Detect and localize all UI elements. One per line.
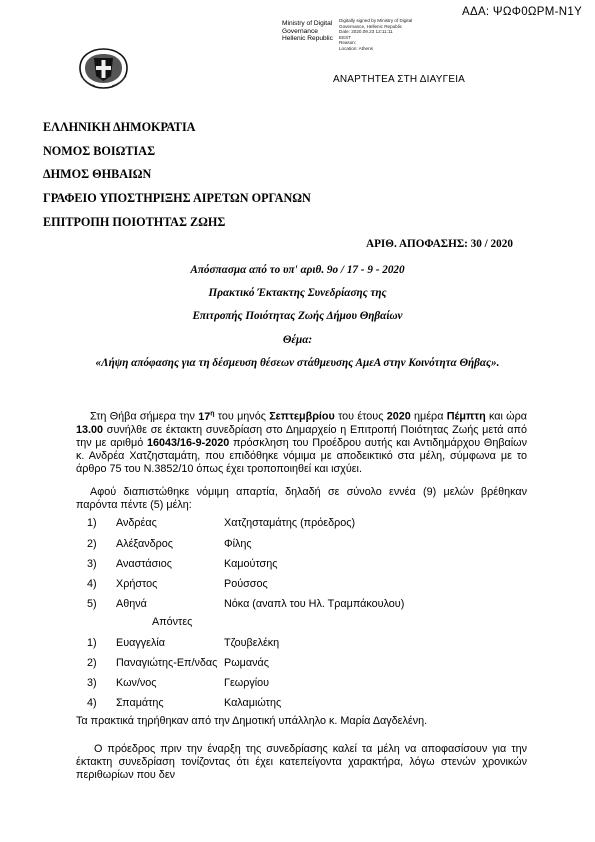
list-item [0, 697, 595, 710]
list-item [0, 657, 595, 670]
member-first-name: Ευαγγελία [116, 637, 165, 649]
absent-title: Απόντες [152, 616, 193, 628]
member-number: 1) [87, 637, 97, 649]
paragraph-chair-urgency: Ο πρόεδρος πριν την έναρξη της συνεδρίασης καλεί τα μέλη να αποφασίσουν για την έκτακτη συνεδρίαση τονίζοντας ότι έχει κατεπείγοντα χαρακτήρα, λόγω στενών χρονικών περιθωρίων που δεν [76, 743, 527, 781]
digital-signature-meta-line: EEST [339, 34, 351, 40]
member-last-name: Νόκα (αναπλ του Ηλ. Τραμπάκουλου) [224, 598, 405, 610]
digital-signature-meta-line: Reason: [339, 40, 357, 45]
member-first-name: Αναστάσιος [116, 558, 172, 570]
ada-code: ΑΔΑ: ΨΩΦ0ΩΡΜ-Ν1Υ [462, 6, 583, 18]
subject-label: Θέμα: [282, 334, 313, 346]
member-last-name: Ρούσσος [224, 578, 268, 590]
digital-signature-line: Governance [282, 27, 318, 35]
digital-signature-meta [339, 18, 412, 51]
digital-signature-meta-line: Date: 2020.09.23 12:11:11 [339, 29, 393, 34]
header-municipality: ΔΗΜΟΣ ΘΗΒΑΙΩΝ [43, 167, 152, 181]
member-last-name: Χατζησταμάτης (πρόεδρος) [224, 517, 356, 529]
digital-signature-line: Hellenic Republic [282, 35, 333, 43]
paragraph-quorum: Αφού διαπιστώθηκε νόμιμη απαρτία, δηλαδή σε σύνολο εννέα (9) μελών βρέθηκαν παρόντα πέντε (5) μέλη: [76, 486, 527, 511]
posting-note: ΑΝΑΡΤΗΤΕΑ ΣΤΗ ΔΙΑΥΓΕΙΑ [333, 74, 466, 85]
header-office: ΓΡΑΦΕΙΟ ΥΠΟΣΤΗΡΙΞΗΣ ΑΙΡΕΤΩΝ ΟΡΓΑΝΩΝ [43, 191, 311, 205]
list-item [0, 677, 595, 690]
list-item [0, 538, 595, 551]
minutes-keeper-note: Τα πρακτικά τηρήθηκαν από την Δημοτική υπάλληλο κ. Μαρία Δαγδελένη. [76, 715, 428, 727]
member-first-name: Χρήστος [116, 578, 158, 590]
digital-signature-meta-line: Digitally signed by Ministry of Digital [339, 18, 413, 23]
subject-text: «Λήψη απόφασης για τη δέσμευση θέσεων στάθμευσης ΑμεΑ στην Κοινότητα Θήβας». [95, 357, 500, 369]
member-number: 3) [87, 677, 97, 689]
digital-signature-meta-line: Location: Athens [339, 45, 373, 51]
list-item [0, 558, 595, 571]
member-last-name: Καλαμιώτης [224, 697, 282, 709]
digital-signature-line: Ministry of Digital [282, 20, 333, 27]
member-last-name: Γεωργίου [224, 677, 270, 689]
header-prefecture: ΝΟΜΟΣ ΒΟΙΩΤΙΑΣ [43, 144, 156, 158]
excerpt-title: Απόσπασμα από το υπ' αριθ. 9ο / 17 - 9 - 2020 [190, 264, 405, 276]
list-item [0, 637, 595, 650]
header-committee: ΕΠΙΤΡΟΠΗ ΠΟΙΟΤΗΤΑΣ ΖΩΗΣ [43, 215, 226, 229]
list-item [0, 578, 595, 591]
hellenic-republic-emblem-icon [77, 46, 130, 91]
paragraph-session-intro: Στη Θήβα σήμερα την $17^\eta$ του μηνός Σεπτεμβρίου του έτους 2020 ημέρα Πέμπτη και ώρα 13.00 συνήλθε σε έκτακτη συνεδρίαση στο Δημαρχείο η Επιτροπή Ποιότητας Ζωής μετά από την με αριθμό 16043/16-9-2020 πρόσκληση του Προέδρου αυτής και Αντιδημάρχου Θηβαίων κ. Ανδρέα Χατζησταμάτη, που επιδόθηκε νόμιμα με αποδεικτικό στα μέλη, σύμφωνα με το άρθρο 75 του Ν.3852/10 όπως έχει τροποποιηθεί και ισχύει. [76, 410, 528, 475]
list-item [0, 517, 595, 530]
member-number: 5) [87, 598, 97, 610]
minutes-title: Πρακτικό Έκτακτης Συνεδρίασης της [208, 287, 387, 299]
list-item [0, 598, 595, 611]
member-number: 4) [87, 578, 97, 590]
member-number: 2) [87, 657, 97, 669]
member-number: 2) [87, 538, 97, 550]
digital-signature-label [282, 20, 333, 43]
decision-number: ΑΡΙΘ. ΑΠΟΦΑΣΗΣ: 30 / 2020 [366, 238, 513, 250]
member-first-name: Σπαμάτης [116, 697, 164, 709]
member-last-name: Ρωμανάς [224, 657, 269, 669]
member-number: 1) [87, 517, 97, 529]
member-last-name: Καμούτσης [224, 558, 278, 570]
member-last-name: Τζουβελέκη [224, 637, 280, 649]
committee-title: Επιτροπής Ποιότητας Ζωής Δήμου Θηβαίων [192, 310, 403, 322]
header-republic: ΕΛΛΗΝΙΚΗ ΔΗΜΟΚΡΑΤΙΑ [43, 120, 196, 134]
member-number: 3) [87, 558, 97, 570]
member-first-name: Αθηνά [116, 598, 147, 610]
member-first-name: Ανδρέας [116, 517, 157, 529]
member-first-name: Αλέξανδρος [116, 538, 173, 550]
member-first-name: Κων/νος [116, 677, 157, 689]
member-last-name: Φίλης [224, 538, 252, 550]
member-first-name: Παναγιώτης-Επ/νδας [116, 657, 218, 669]
digital-signature-meta-line: Governance, Hellenic Republic [339, 23, 403, 29]
member-number: 4) [87, 697, 97, 709]
